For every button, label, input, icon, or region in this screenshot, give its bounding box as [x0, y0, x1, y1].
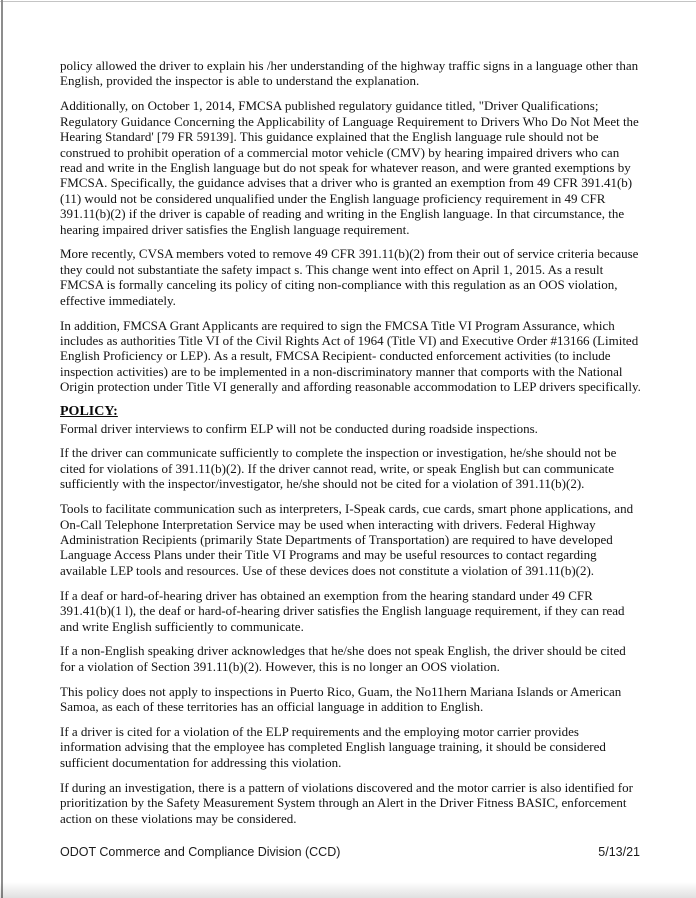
- paragraph-policy-4: If a deaf or hard-of-hearing driver has obtained an exemption from the hearing standard under 49 CFR 391.41(b)(1 l), the deaf or hard-of-hearing driver satisfies the English language requirement, if they can read and write English sufficiently to communicate.: [60, 587, 625, 634]
- paragraph-policy-5: If a non-English speaking driver acknowledges that he/she does not speak English, the driver should be cited for a violation of Section 391.11(b)(2). However, this is no longer an OOS violation.: [60, 643, 626, 674]
- page-top-edge: [0, 1, 696, 2]
- page-left-edge: [1, 0, 3, 898]
- policy-heading: POLICY:: [60, 404, 118, 420]
- paragraph-intro-4: In addition, FMCSA Grant Applicants are required to sign the FMCSA Title VI Program Assurance, which includes as authorities Title VI of the Civil Rights Act of 1964 (Title VI) and Executive Order #13166 (Limited English Proficiency or LEP). As a result, FMCSA Recipient- conducted enforcement activities (to include inspection activities) are to be implemented in a non-discriminatory manner that comports with the National Origin protection under Title VI generally and affording reasonable accommodation to LEP drivers specifically.: [60, 317, 641, 395]
- page-bottom-shade: [0, 882, 696, 898]
- footer-date: 5/13/21: [598, 845, 640, 859]
- paragraph-policy-6: This policy does not apply to inspections in Puerto Rico, Guam, the No11hern Mariana Islands or American Samoa, as each of these territories has an official language in addition to English.: [60, 683, 622, 715]
- paragraph-policy-3: Tools to facilitate communication such as interpreters, I-Speak cards, cue cards, smart phone applications, and On-Call Telephone Interpretation Service may be used when interacting with drivers. Federal Highway Administration Recipients (primarily State Departments of Transportation) are required to have developed Language Access Plans under their Title VI Programs and may be useful resources to contact regarding available LEP tools and resources. Use of these devices does not constitute a violation of 391.11(b)(2).: [60, 501, 634, 578]
- paragraph-policy-2: If the driver can communicate sufficiently to complete the inspection or investigation, he/she should not be cited for violations of 391.11(b)(2). If the driver cannot read, write, or speak English but can communicate sufficiently with the inspector/investigator, he/she should not be cited for a violation of 391.11(b)(2).: [60, 445, 617, 492]
- paragraph-intro-3: More recently, CVSA members voted to remove 49 CFR 391.11(b)(2) from their out of service criteria because they could not substantiate the safety impact s. This change went into effect on April 1, 2015. As a result FMCSA is formally canceling its policy of citing non-compliance with this regulation as an OOS violation, effective immediately.: [60, 246, 639, 308]
- footer-organization: ODOT Commerce and Compliance Division (CCD): [60, 845, 341, 859]
- paragraph-intro-1: policy allowed the driver to explain his /her understanding of the highway traffic signs in a language other than English, provided the inspector is able to understand the explanation.: [60, 58, 639, 89]
- paragraph-policy-1: Formal driver interviews to confirm ELP will not be conducted during roadside inspections.: [60, 420, 538, 436]
- page-footer: [60, 845, 640, 859]
- document-content: [60, 58, 642, 835]
- paragraph-intro-2: Additionally, on October 1, 2014, FMCSA published regulatory guidance titled, "Driver Qualifications; Regulatory Guidance Concerning the Applicability of Language Requirement to Drivers Who Do Not Meet the Hearing Standard' [79 FR 59139]. This guidance explained that the English language rule should not be construed to prohibit operation of a commercial motor vehicle (CMV) by hearing impaired drivers who can read and write in the English language but do not speak for whatever reason, and were granted exemptions by FMCSA. Specifically, the guidance advises that a driver who is granted an exemption from 49 CFR 391.41(b)(11) would not be considered unqualified under the English language proficiency requirement in 49 CFR 391.11(b)(2) if the driver is capable of reading and writing in the English language. In that circumstance, the hearing impaired driver satisfies the English language requirement.: [60, 98, 639, 237]
- paragraph-policy-7: If a driver is cited for a violation of the ELP requirements and the employing motor carrier provides information advising that the employee has completed English language training, it should be considered sufficient documentation for addressing this violation.: [60, 724, 606, 770]
- paragraph-policy-8: If during an investigation, there is a pattern of violations discovered and the motor carrier is also identified for prioritization by the Safety Measurement System through an Alert in the Driver Fitness BASIC, enforcement action on these violations may be considered.: [60, 779, 633, 826]
